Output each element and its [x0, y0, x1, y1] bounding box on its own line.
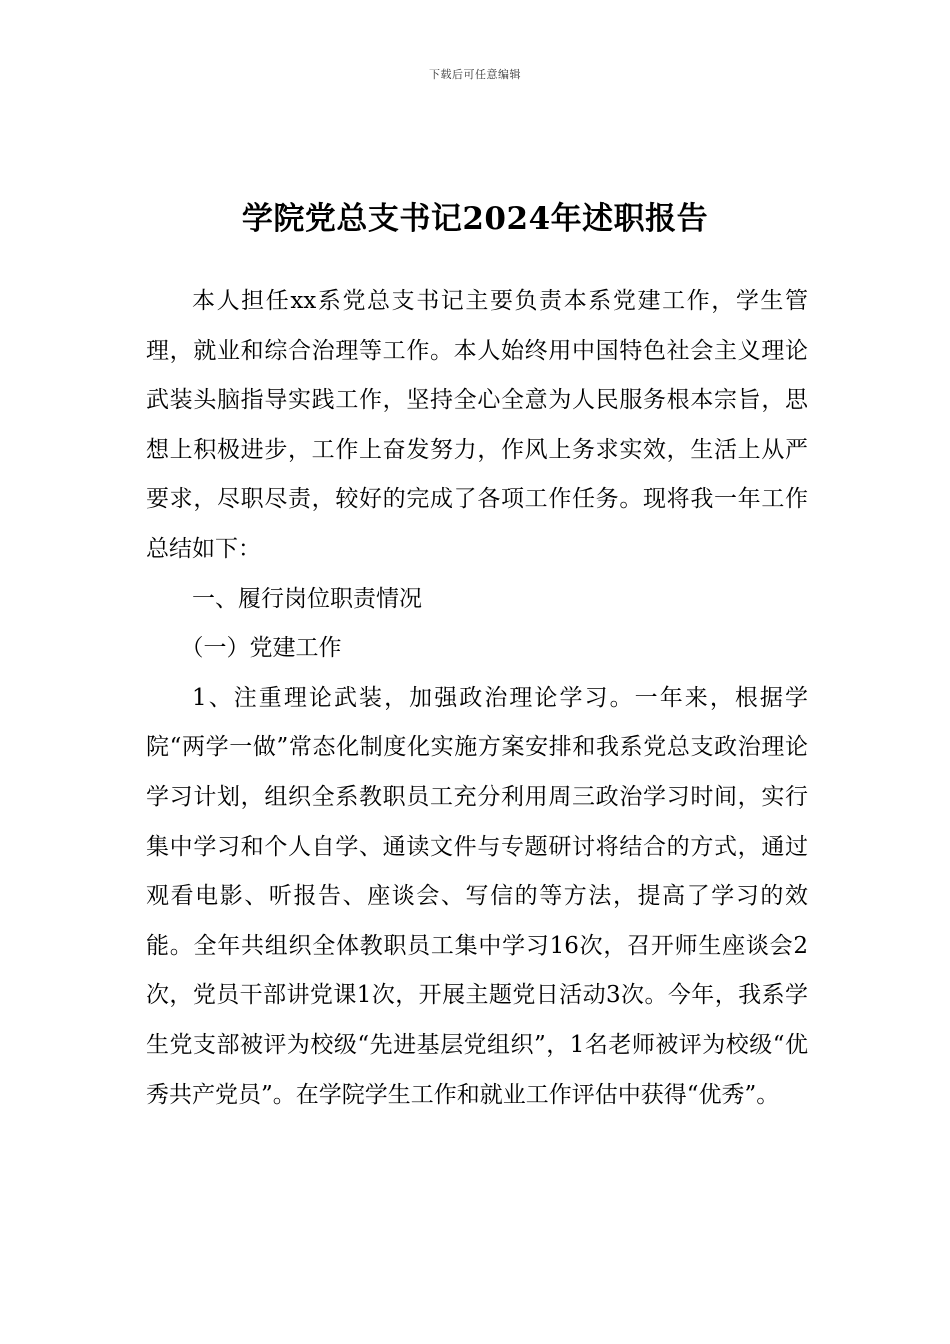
- document-body: [146, 277, 808, 1120]
- intro-paragraph: 本人担任xx系党总支书记主要负责本系党建工作，学生管理，就业和综合治理等工作。本人始终用中国特色社会主义理论武装头脑指导实践工作，坚持全心全意为人民服务根本宗旨，思想上积极进步，工作上奋发努力，作风上务求实效，生活上从严要求，尽职尽责，较好的完成了各项工作任务。现将我一年工作总结如下：: [146, 288, 808, 562]
- section-heading: 一、履行岗位职责情况: [192, 585, 422, 612]
- page-header-note: 下载后可任意编辑: [429, 68, 521, 81]
- item-paragraph: 1、注重理论武装，加强政治理论学习。一年来，根据学院“两学一做”常态化制度化实施方案安排和我系党总支政治理论学习计划，组织全系教职员工充分利用周三政治学习时间，实行集中学习和个人自学、通读文件与专题研讨将结合的方式，通过观看电影、听报告、座谈会、写信的等方法，提高了学习的效能。全年共组织全体教职员工集中学习16次，召开师生座谈会2次，党员干部讲党课1次，开展主题党日活动3次。今年，我系学生党支部被评为校级“先进基层党组织”，1名老师被评为校级“优秀共产党员”。在学院学生工作和就业工作评估中获得“优秀”。: [146, 684, 808, 1108]
- subsection-heading: （一）党建工作: [180, 635, 342, 662]
- document-title: 学院党总支书记2024年述职报告: [241, 200, 709, 237]
